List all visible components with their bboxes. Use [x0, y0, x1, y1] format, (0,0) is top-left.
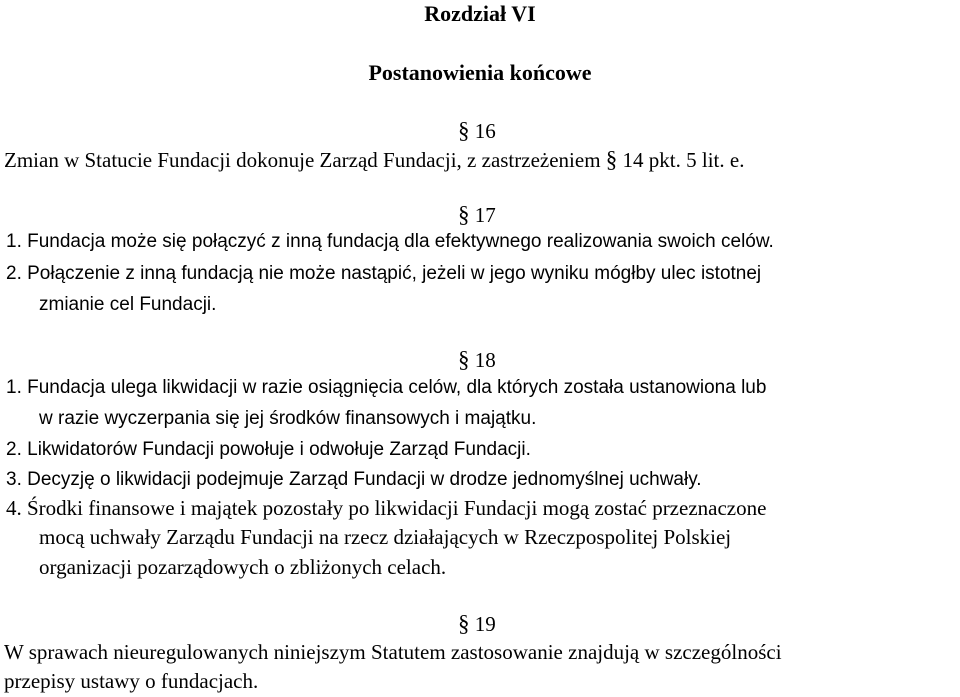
section-heading-18 [458, 348, 496, 371]
section-heading-19 [458, 612, 496, 635]
section-ref-number: 14 [622, 148, 644, 172]
section-17-item-1: 1. Fundacja może się połączyć z inną fundacją dla efektywnego realizowania swoich celów. [6, 231, 774, 252]
section-symbol: § [458, 118, 470, 143]
section-18-item-1-cont: w razie wyczerpania się jej środków finansowych i majątku. [39, 408, 537, 429]
section-18-item-3: 3. Decyzję o likwidacji podejmuje Zarząd Fundacji w drodze jednomyślnej uchwały. [6, 469, 702, 490]
section-symbol: § [458, 611, 470, 636]
section-17-item-2: 2. Połączenie z inną fundacją nie może nastąpić, jeżeli w jego wyniku mógłby ulec istotnej [6, 263, 762, 284]
section-16-body: Zmian w Statucie Fundacji dokonuje Zarząd Fundacji, z zastrzeżeniem [4, 148, 601, 172]
section-18-item-1: 1. Fundacja ulega likwidacji w razie osiągnięcia celów, dla których została ustanowiona lub [6, 377, 767, 398]
section-number: 19 [474, 612, 496, 636]
section-number: 17 [474, 203, 496, 227]
section-symbol: § [458, 347, 470, 372]
section-18-item-4-cont-2: organizacji pozarządowych o zbliżonych celach. [39, 555, 447, 579]
section-18-item-4: 4. Środki finansowe i majątek pozostały po likwidacji Fundacji mogą zostać przeznaczone [6, 496, 767, 520]
section-symbol: § [458, 202, 470, 227]
section-heading-16 [458, 119, 496, 142]
chapter-title: Postanowienia końcowe [368, 60, 592, 85]
section-symbol: § [605, 147, 618, 172]
section-18-item-2: 2. Likwidatorów Fundacji powołuje i odwołuje Zarząd Fundacji. [6, 439, 531, 460]
section-number: 18 [474, 348, 496, 372]
chapter-heading: Rozdział VI [424, 1, 536, 26]
section-heading-17 [458, 203, 496, 226]
section-19-text-cont: przepisy ustawy o fundacjach. [4, 669, 259, 693]
section-18-item-4-cont-1: mocą uchwały Zarządu Fundacji na rzecz działających w Rzeczpospolitej Polskiej [39, 525, 732, 549]
section-17-item-2-cont: zmianie cel Fundacji. [39, 294, 217, 315]
section-number: 16 [474, 119, 496, 143]
section-19-text: W sprawach nieuregulowanych niniejszym Statutem zastosowanie znajdują w szczególności [4, 640, 782, 664]
section-ref-tail: pkt. 5 lit. e. [648, 148, 745, 172]
section-16-text [4, 148, 744, 171]
